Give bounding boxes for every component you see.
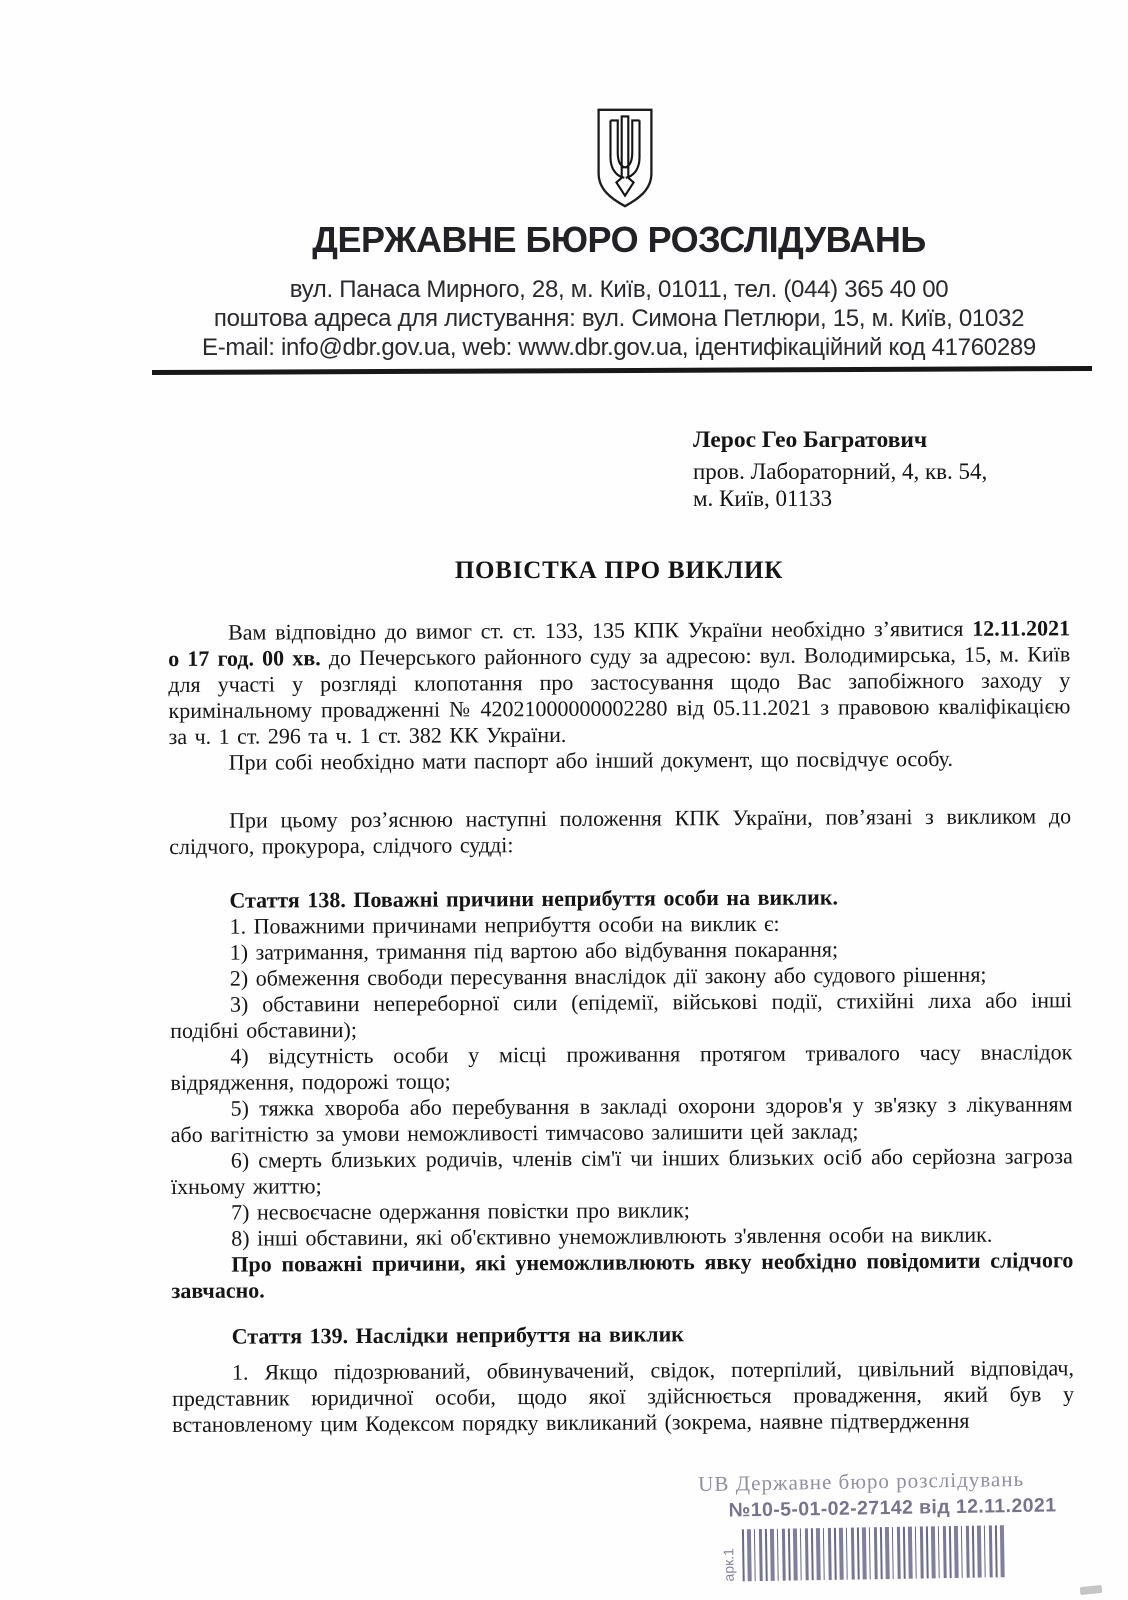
article-138-heading: Стаття 138. Поважні причини неприбуття особи на виклик.	[229, 884, 839, 913]
recipient-block	[693, 427, 987, 512]
recipient-address-line1: пров. Лабораторний, 4, кв. 54,	[693, 459, 988, 484]
summons-text-after: до Печерського районного суду за адресою: вул. Володимирська, 15, м. Київ для участі у розгляді клопотання про застосування щодо Вас запобіжного заходу у кримінальному провадженні № 42021000000002280 від 05.11.2021 з правовою кваліфікацією за ч. 1 ст. 296 та ч. 1 ст. 382 КК України.	[168, 641, 1071, 749]
stamp-org-line: UB Державне бюро розслідувань	[698, 1466, 1025, 1496]
ukraine-trident-shield-icon	[592, 103, 658, 217]
article-139-heading: Стаття 139. Наслідки неприбуття на виклик	[231, 1321, 684, 1349]
summons-date-time: 12.11.2021 о 17 год. 00 хв.	[168, 615, 1071, 671]
document-body	[168, 615, 1074, 1438]
recipient-name: Лерос Гео Багратович	[693, 427, 928, 453]
article-138-item: 2) обмеження свободи пересування внаслідок дії закону або судового рішення;	[229, 961, 987, 991]
summons-text-before: Вам відповідно до вимог ст. ст. 133, 135 КПК України необхідно з’явитися	[227, 615, 973, 645]
org-name: ДЕРЖАВНЕ БЮРО РОЗСЛІДУВАНЬ	[312, 219, 926, 260]
recipient-address-line2: м. Київ, 01133	[693, 486, 833, 511]
letterhead-divider	[152, 366, 1092, 375]
stamp-number-line: №10-5-01-02-27142 від 12.11.2021	[728, 1494, 1057, 1522]
article-138-item: 7) несвоєчасне одержання повістки про виклик;	[231, 1197, 690, 1225]
paragraph-passport: При собі необхідно мати паспорт або інший документ, що посвідчує особу.	[228, 745, 953, 775]
article-138-item: 8) інші обставини, які об'єктивно унеможливлюють з'явлення особи на виклик.	[231, 1221, 993, 1251]
article-138-item: 6) смерть близьких родичів, членів сім'ї чи інших близьких осіб або серйозна загроза їхньому життю;	[170, 1143, 1073, 1199]
org-address-line2: поштова адреса для листування: вул. Симона Петлюри, 15, м. Київ, 01032	[213, 305, 1025, 332]
article-138-note: Про поважні причини, які унеможливлюють явку необхідно повідомити слідчого завчасно.	[171, 1247, 1074, 1303]
article-138-intro: 1. Поважними причинами неприбуття особи на виклик є:	[229, 910, 780, 939]
article-139-paragraph: 1. Якщо підозрюваний, обвинувачений, свідок, потерпілий, цивільний відповідач, представник юридичної особи, щодо якої здійснюється провадження, який був у встановленому цим Кодексом порядку викликаний (зокрема, наявне підтвердження	[172, 1355, 1075, 1437]
stamp-barcode-row	[721, 1525, 1030, 1582]
barcode-icon	[742, 1525, 1007, 1581]
paragraph-explanation: При цьому роз’яснюю наступні положення КПК України, пов’язані з викликом до слідчого, прокурора, слідчого судді:	[169, 803, 1072, 859]
document-title: ПОВІСТКА ПРО ВИКЛИК	[454, 557, 784, 584]
article-138-item: 5) тяжка хвороба або перебування в закладі охорони здоров'я у зв'язку з лікуванням або вагітністю за умови неможливості тимчасово залишити цей заклад;	[170, 1091, 1073, 1147]
stamp-sheet-label: арк.1	[720, 1548, 737, 1582]
registration-stamp	[698, 1466, 1057, 1582]
article-138-item: 4) відсутність особи у місці проживання протягом тривалого часу внаслідок відрядження, подорожі тощо;	[170, 1039, 1073, 1095]
article-138-item: 1) затримання, тримання під вартою або відбування покарання;	[229, 936, 839, 965]
scan-artifact	[1080, 1585, 1103, 1595]
org-address-line1: вул. Панаса Мирного, 28, м. Київ, 01011, тел. (044) 365 40 00	[289, 276, 949, 303]
paragraph-summons	[168, 615, 1071, 750]
article-138-item: 3) обставини непереборної сили (епідемії, військові події, стихійні лиха або інші подібні обставини);	[170, 987, 1073, 1043]
org-address-line3: E-mail: info@dbr.gov.ua, web: www.dbr.gov.ua, ідентифікаційний код 41760289	[202, 334, 1036, 361]
